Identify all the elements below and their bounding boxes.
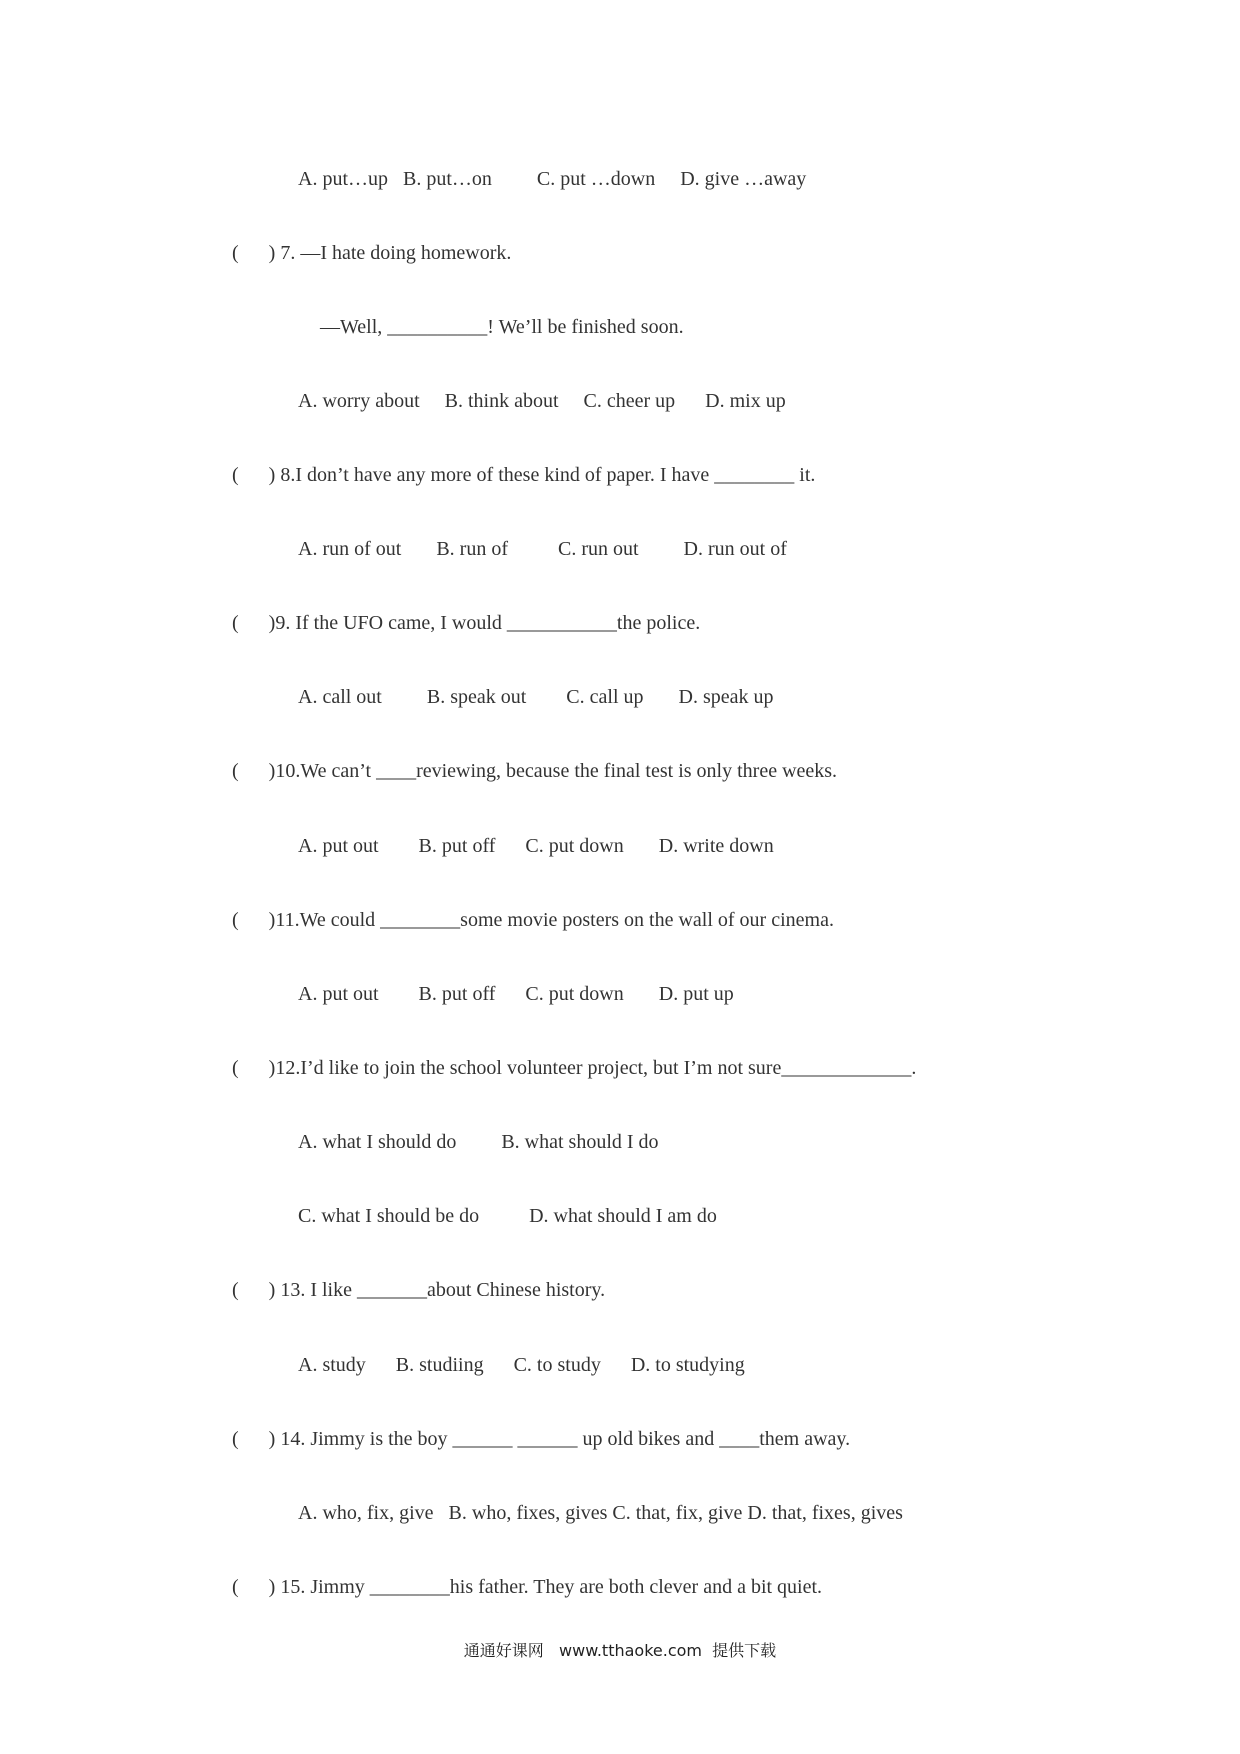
q13-question: ( ) 13. I like _______about Chinese history. bbox=[232, 1279, 606, 1301]
q9-options: A. call out B. speak out C. call up D. speak up bbox=[298, 686, 774, 708]
q13-options: A. study B. studiing C. to study D. to studying bbox=[298, 1354, 745, 1376]
q12-options-ab: A. what I should do B. what should I do bbox=[298, 1131, 659, 1153]
q11-options: A. put out B. put off C. put down D. put up bbox=[298, 983, 734, 1005]
q12-options-cd: C. what I should be do D. what should I am do bbox=[298, 1205, 717, 1227]
q10-options: A. put out B. put off C. put down D. write down bbox=[298, 835, 774, 857]
q8-options: A. run of out B. run of C. run out D. run out of bbox=[298, 538, 787, 560]
q10-question: ( )10.We can’t ____reviewing, because the final test is only three weeks. bbox=[232, 760, 838, 782]
q6-options: A. put…up B. put…on C. put …down D. give …away bbox=[298, 168, 807, 190]
q14-options: A. who, fix, give B. who, fixes, gives C. that, fix, give D. that, fixes, gives bbox=[298, 1502, 903, 1524]
q14-question: ( ) 14. Jimmy is the boy ______ ______ up old bikes and ____them away. bbox=[232, 1428, 851, 1450]
q7-options: A. worry about B. think about C. cheer up D. mix up bbox=[298, 390, 786, 412]
q7-question: ( ) 7. —I hate doing homework. bbox=[232, 242, 512, 264]
q8-question: ( ) 8.I don’t have any more of these kind of paper. I have ________ it. bbox=[232, 464, 816, 486]
q12-question: ( )12.I’d like to join the school volunteer project, but I’m not sure_____________. bbox=[232, 1057, 917, 1079]
q9-question: ( )9. If the UFO came, I would ___________the police. bbox=[232, 612, 701, 634]
q15-question: ( ) 15. Jimmy ________his father. They are both clever and a bit quiet. bbox=[232, 1576, 823, 1598]
q11-question: ( )11.We could ________some movie posters on the wall of our cinema. bbox=[232, 909, 834, 931]
page-footer: 通通好课网 www.tthaoke.com 提供下载 bbox=[463, 1641, 777, 1660]
q7-response: —Well, __________! We’ll be finished soon. bbox=[320, 316, 684, 338]
